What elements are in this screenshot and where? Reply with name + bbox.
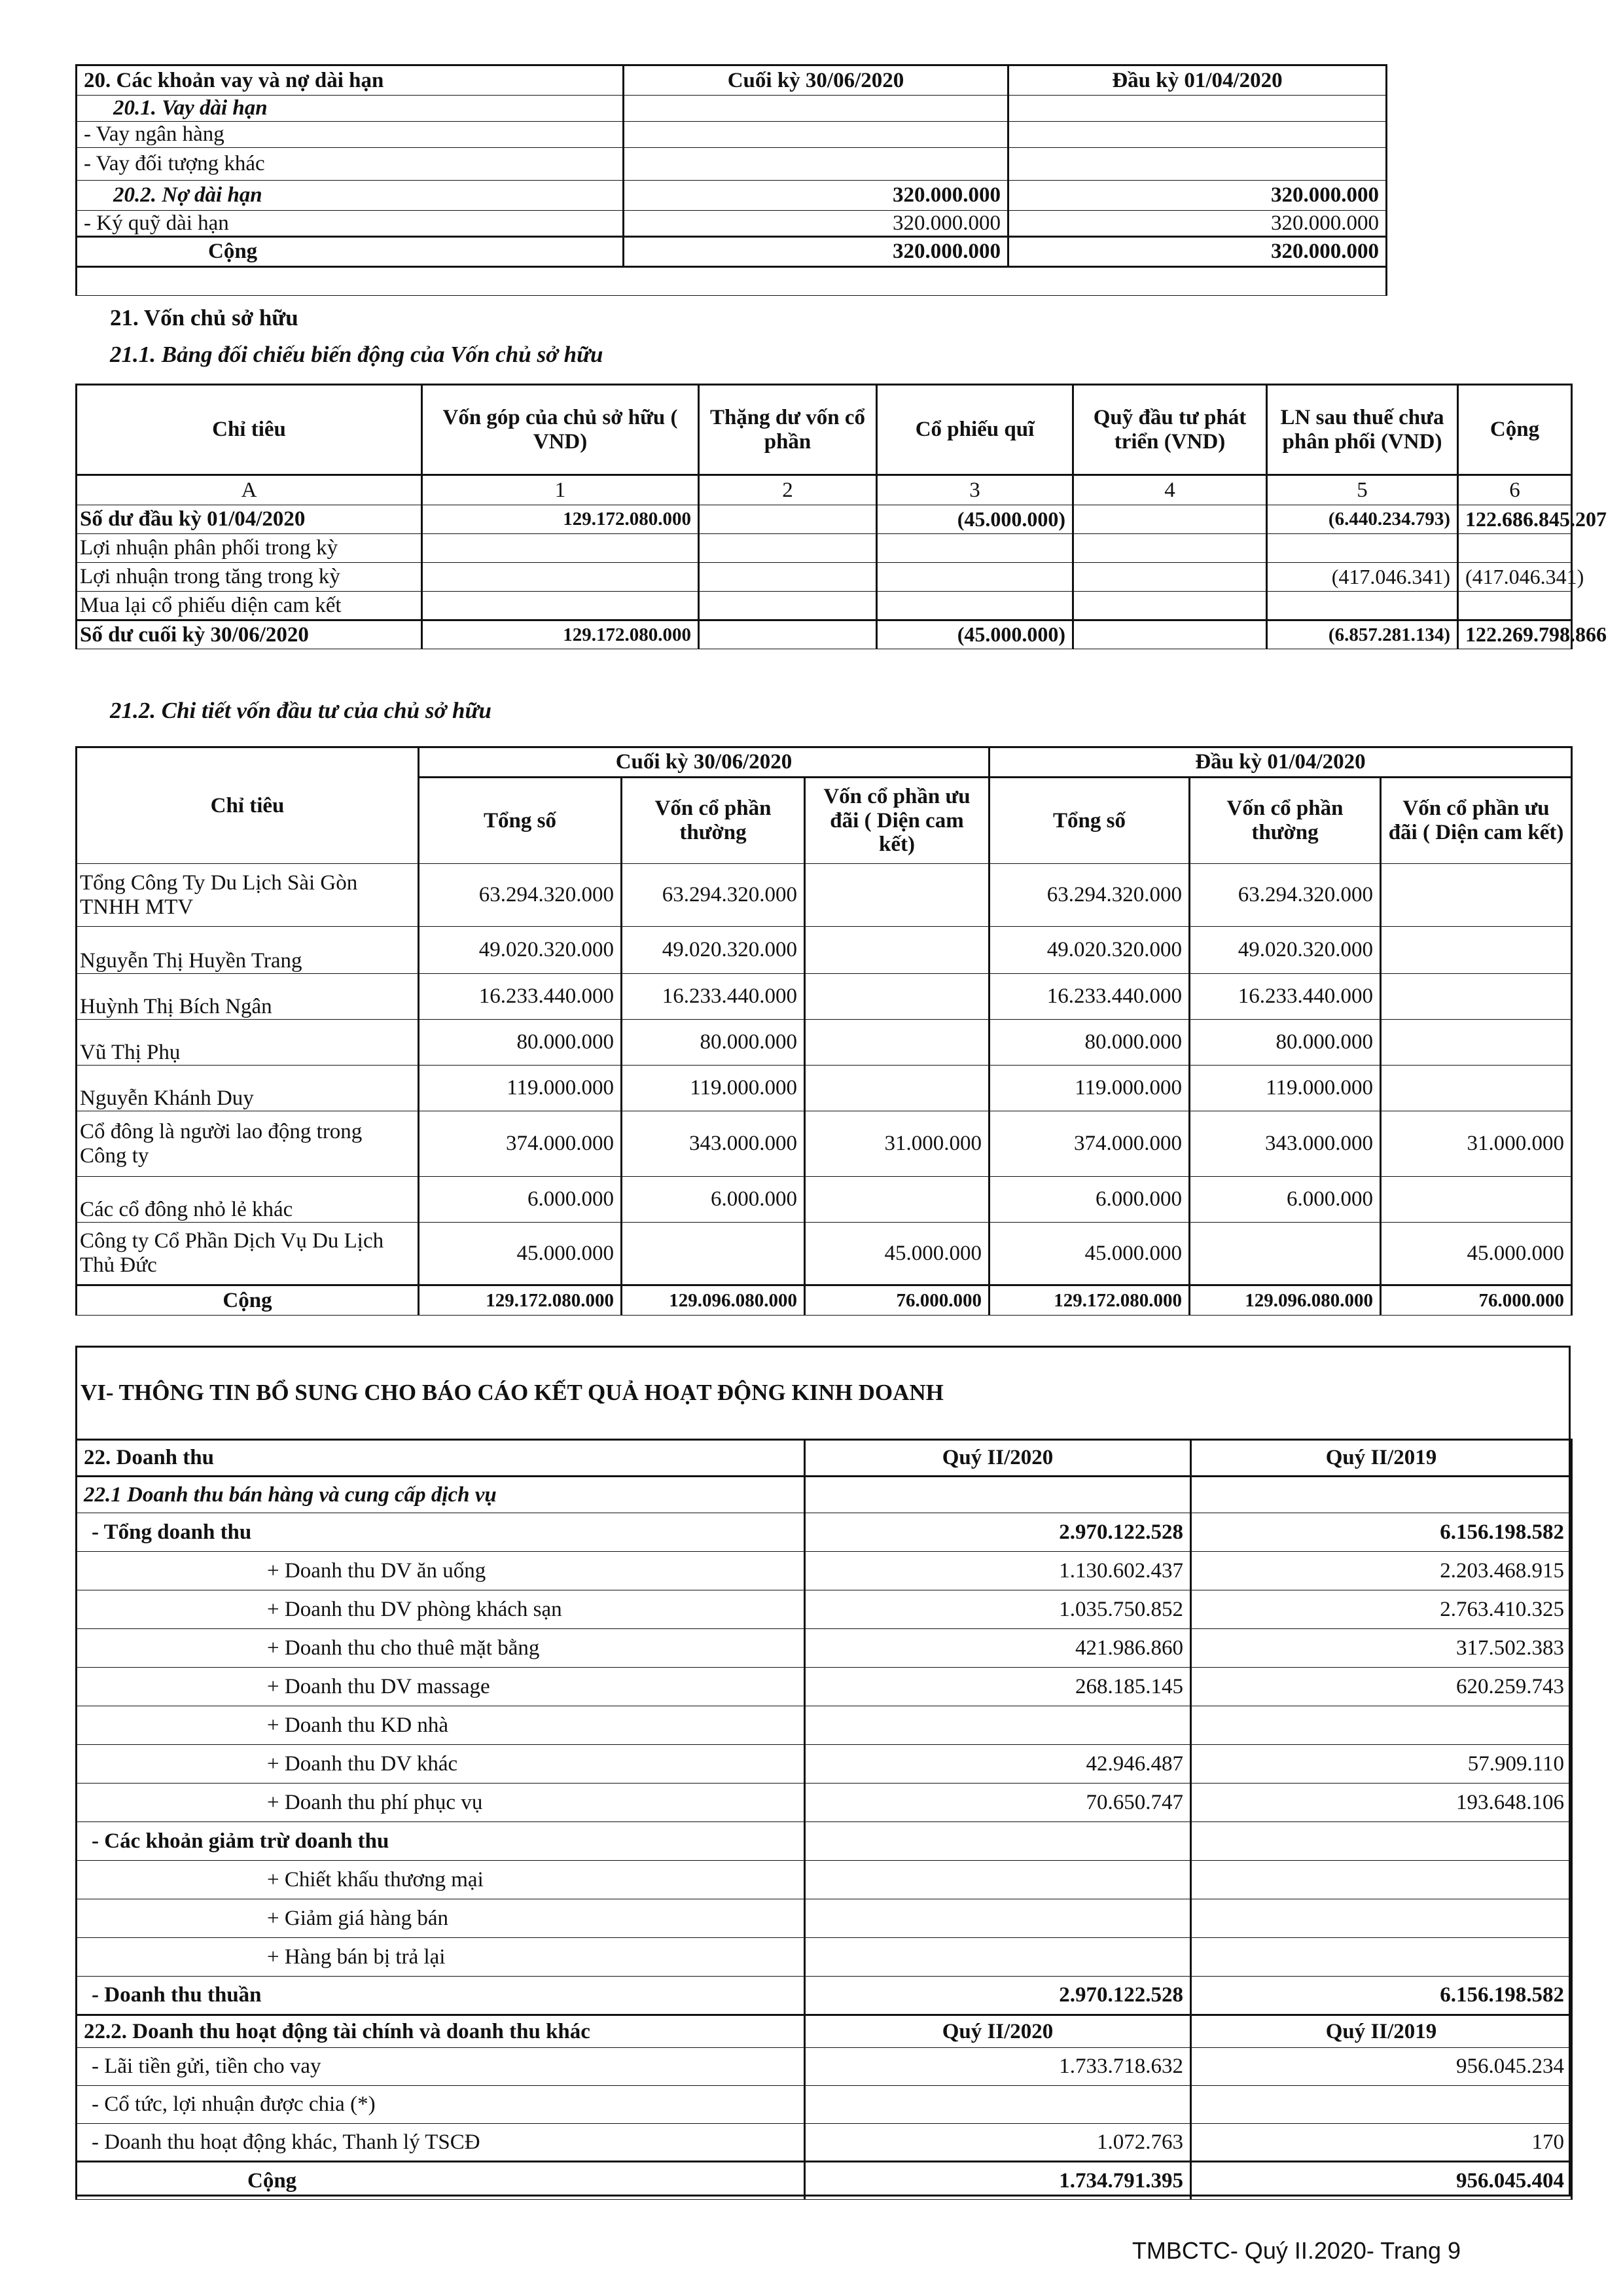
value-cell xyxy=(877,534,1073,563)
value-cell: (6.440.234.793) xyxy=(1267,505,1458,534)
row-label: Các cổ đông nhỏ lẻ khác xyxy=(77,1177,419,1223)
value-cell: 76.000.000 xyxy=(805,1285,990,1316)
row-label: 20.2. Nợ dài hạn xyxy=(77,181,624,211)
table-header-row xyxy=(77,385,1572,475)
value-cell xyxy=(1381,974,1572,1020)
section-21-1-title: 21.1. Bảng đối chiếu biến động của Vốn chủ sở hữu xyxy=(110,342,603,367)
value-cell: 6.156.198.582 xyxy=(1191,1977,1572,2015)
table-row xyxy=(77,1066,1572,1111)
table-row xyxy=(77,1977,1572,2015)
value-cell xyxy=(1073,620,1267,649)
value-cell xyxy=(422,534,699,563)
row-label: - Vay đối tượng khác xyxy=(77,148,624,181)
table-row xyxy=(77,1177,1572,1223)
value-cell xyxy=(1073,592,1267,620)
value-cell xyxy=(1458,534,1572,563)
value-cell: 6.156.198.582 xyxy=(1191,1513,1572,1552)
row-label: + Doanh thu DV ăn uống xyxy=(77,1552,805,1590)
value-cell: 1.130.602.437 xyxy=(805,1552,1191,1590)
row-label: Mua lại cổ phiếu diện cam kết xyxy=(77,592,422,620)
table-row xyxy=(77,592,1572,620)
row-label: Cộng xyxy=(77,1285,419,1316)
value-cell: 421.986.860 xyxy=(805,1629,1191,1668)
row-label: - Tổng doanh thu xyxy=(77,1513,805,1552)
table-row xyxy=(77,505,1572,534)
row-label: Nguyễn Khánh Duy xyxy=(77,1066,419,1111)
page-footer: TMBCTC- Quý II.2020- Trang 9 xyxy=(1132,2237,1461,2264)
value-cell xyxy=(1381,1177,1572,1223)
value-cell: 129.172.080.000 xyxy=(422,620,699,649)
value-cell: 2.970.122.528 xyxy=(805,1513,1191,1552)
row-label: - Ký quỹ dài hạn xyxy=(77,211,624,237)
value-cell: 129.172.080.000 xyxy=(422,505,699,534)
value-cell xyxy=(805,1899,1191,1938)
section-21-title: 21. Vốn chủ sở hữu xyxy=(110,305,298,331)
table-row xyxy=(77,864,1572,927)
row-label: - Các khoản giảm trừ doanh thu xyxy=(77,1822,805,1861)
value-cell: 956.045.404 xyxy=(1191,2162,1572,2200)
value-cell xyxy=(1381,1020,1572,1066)
table-row xyxy=(77,620,1572,649)
value-cell: 268.185.145 xyxy=(805,1668,1191,1706)
index-cell: 1 xyxy=(422,475,699,505)
table-row xyxy=(77,1784,1572,1822)
row-label: Lợi nhuận trong tăng trong kỳ xyxy=(77,563,422,592)
value-cell: 956.045.234 xyxy=(1191,2048,1572,2086)
table-header-row xyxy=(77,1440,1572,1477)
value-cell: 2.970.122.528 xyxy=(805,1977,1191,2015)
value-cell xyxy=(805,1938,1191,1977)
value-cell: 1.733.718.632 xyxy=(805,2048,1191,2086)
value-cell xyxy=(1381,927,1572,974)
section-21-2-title: 21.2. Chi tiết vốn đầu tư của chủ sở hữu xyxy=(110,698,491,723)
value-cell xyxy=(805,1861,1191,1899)
header-cell: Chỉ tiêu xyxy=(77,385,422,475)
value-cell: 16.233.440.000 xyxy=(419,974,622,1020)
row-label: + Doanh thu DV massage xyxy=(77,1668,805,1706)
row-label: Huỳnh Thị Bích Ngân xyxy=(77,974,419,1020)
table-row xyxy=(77,2124,1572,2162)
table-row xyxy=(77,1629,1572,1668)
value-cell: 122.686.845.207 xyxy=(1458,505,1572,534)
value-cell xyxy=(805,1477,1191,1513)
value-cell xyxy=(1008,122,1387,148)
value-cell: 49.020.320.000 xyxy=(1190,927,1381,974)
value-cell xyxy=(699,592,877,620)
value-cell: 31.000.000 xyxy=(805,1111,990,1177)
section-vi-title: VI- THÔNG TIN BỔ SUNG CHO BÁO CÁO KẾT QUẢ HOẠT ĐỘNG KINH DOANH xyxy=(80,1380,944,1405)
row-label: + Chiết khấu thương mại xyxy=(77,1861,805,1899)
value-cell: (45.000.000) xyxy=(877,505,1073,534)
value-cell: 374.000.000 xyxy=(419,1111,622,1177)
value-cell: 320.000.000 xyxy=(624,181,1008,211)
value-cell xyxy=(1073,534,1267,563)
value-cell: 320.000.000 xyxy=(1008,181,1387,211)
value-cell xyxy=(699,620,877,649)
value-cell: 45.000.000 xyxy=(419,1223,622,1285)
header-cell: Quý II/2020 xyxy=(805,2015,1191,2048)
loan-table xyxy=(75,64,1385,296)
table-row xyxy=(77,1552,1572,1590)
value-cell xyxy=(805,2086,1191,2124)
value-cell: 80.000.000 xyxy=(1190,1020,1381,1066)
value-cell xyxy=(1191,1477,1572,1513)
header-cell: 20. Các khoản vay và nợ dài hạn xyxy=(77,65,624,96)
header-cell: Quý II/2019 xyxy=(1191,1440,1572,1477)
value-cell: 343.000.000 xyxy=(622,1111,805,1177)
value-cell: (417.046.341) xyxy=(1458,563,1572,592)
table-row xyxy=(77,211,1387,237)
value-cell: 119.000.000 xyxy=(622,1066,805,1111)
table-row xyxy=(77,563,1572,592)
row-label: + Hàng bán bị trả lại xyxy=(77,1938,805,1977)
value-cell: 16.233.440.000 xyxy=(1190,974,1381,1020)
value-cell: 122.269.798.866 xyxy=(1458,620,1572,649)
value-cell: 80.000.000 xyxy=(622,1020,805,1066)
header-cell: Vốn cổ phần thường xyxy=(1190,778,1381,864)
value-cell: (45.000.000) xyxy=(877,620,1073,649)
value-cell xyxy=(1191,1899,1572,1938)
value-cell: 129.172.080.000 xyxy=(419,1285,622,1316)
value-cell: 170 xyxy=(1191,2124,1572,2162)
index-cell: 5 xyxy=(1267,475,1458,505)
value-cell: 343.000.000 xyxy=(1190,1111,1381,1177)
row-label: - Doanh thu thuần xyxy=(77,1977,805,2015)
value-cell xyxy=(1191,1822,1572,1861)
value-cell: 1.734.791.395 xyxy=(805,2162,1191,2200)
value-cell: 320.000.000 xyxy=(1008,211,1387,237)
header-cell: Quý II/2020 xyxy=(805,1440,1191,1477)
row-label: + Doanh thu DV khác xyxy=(77,1745,805,1784)
value-cell: 63.294.320.000 xyxy=(990,864,1190,927)
value-cell: 129.172.080.000 xyxy=(990,1285,1190,1316)
table-row xyxy=(77,237,1387,267)
table-row xyxy=(77,1861,1572,1899)
table-row xyxy=(77,1706,1572,1745)
value-cell xyxy=(624,148,1008,181)
value-cell xyxy=(805,974,990,1020)
table-row xyxy=(77,1513,1572,1552)
empty-row xyxy=(77,267,1387,296)
value-cell xyxy=(805,864,990,927)
value-cell xyxy=(1191,2086,1572,2124)
table-row xyxy=(77,181,1387,211)
value-cell: 2.203.468.915 xyxy=(1191,1552,1572,1590)
value-cell xyxy=(1190,1223,1381,1285)
header-cell: Cuối kỳ 30/06/2020 xyxy=(624,65,1008,96)
index-cell: A xyxy=(77,475,422,505)
table-row xyxy=(77,122,1387,148)
value-cell xyxy=(1381,1066,1572,1111)
total-row xyxy=(77,2162,1572,2200)
value-cell: (6.857.281.134) xyxy=(1267,620,1458,649)
header-cell: 22.2. Doanh thu hoạt động tài chính và doanh thu khác xyxy=(77,2015,805,2048)
value-cell xyxy=(422,592,699,620)
value-cell xyxy=(877,592,1073,620)
value-cell xyxy=(805,1177,990,1223)
row-label: Số dư cuối kỳ 30/06/2020 xyxy=(77,620,422,649)
value-cell xyxy=(699,563,877,592)
table-row xyxy=(77,1477,1572,1513)
value-cell xyxy=(805,1822,1191,1861)
header-cell: Thặng dư vốn cổ phần xyxy=(699,385,877,475)
value-cell: 374.000.000 xyxy=(990,1111,1190,1177)
value-cell xyxy=(1381,864,1572,927)
row-label: Cộng xyxy=(77,2162,805,2200)
value-cell: 57.909.110 xyxy=(1191,1745,1572,1784)
value-cell: 6.000.000 xyxy=(622,1177,805,1223)
value-cell: 6.000.000 xyxy=(419,1177,622,1223)
value-cell: 70.650.747 xyxy=(805,1784,1191,1822)
value-cell: 620.259.743 xyxy=(1191,1668,1572,1706)
header-cell: Tổng số xyxy=(419,778,622,864)
total-row xyxy=(77,1285,1572,1316)
table-row xyxy=(77,1590,1572,1629)
value-cell xyxy=(422,563,699,592)
value-cell: 63.294.320.000 xyxy=(419,864,622,927)
row-label: Nguyễn Thị Huyền Trang xyxy=(77,927,419,974)
value-cell xyxy=(699,534,877,563)
value-cell xyxy=(805,927,990,974)
table-row xyxy=(77,1223,1572,1285)
table-row xyxy=(77,927,1572,974)
table-row xyxy=(77,148,1387,181)
value-cell: 320.000.000 xyxy=(624,237,1008,267)
value-cell xyxy=(805,1706,1191,1745)
equity-reconciliation-table xyxy=(75,384,1607,649)
table-row xyxy=(77,96,1387,122)
value-cell xyxy=(805,1066,990,1111)
value-cell xyxy=(1073,563,1267,592)
row-label: Số dư đầu kỳ 01/04/2020 xyxy=(77,505,422,534)
value-cell: 49.020.320.000 xyxy=(419,927,622,974)
value-cell: 6.000.000 xyxy=(1190,1177,1381,1223)
row-label: Cộng xyxy=(77,237,624,267)
table-row xyxy=(77,1111,1572,1177)
value-cell xyxy=(624,96,1008,122)
value-cell: 6.000.000 xyxy=(990,1177,1190,1223)
value-cell xyxy=(1191,1706,1572,1745)
index-cell: 6 xyxy=(1458,475,1572,505)
index-cell: 4 xyxy=(1073,475,1267,505)
value-cell xyxy=(624,122,1008,148)
value-cell: 119.000.000 xyxy=(990,1066,1190,1111)
value-cell xyxy=(1191,1938,1572,1977)
row-label: - Doanh thu hoạt động khác, Thanh lý TSCĐ xyxy=(77,2124,805,2162)
table-row xyxy=(77,1899,1572,1938)
value-cell xyxy=(1267,592,1458,620)
table-header-row xyxy=(77,2015,1572,2048)
row-label: + Doanh thu DV phòng khách sạn xyxy=(77,1590,805,1629)
value-cell xyxy=(1008,96,1387,122)
value-cell: 45.000.000 xyxy=(990,1223,1190,1285)
revenue-table xyxy=(75,1439,1571,2200)
table-row xyxy=(77,1020,1572,1066)
value-cell: 1.035.750.852 xyxy=(805,1590,1191,1629)
row-label: - Lãi tiền gửi, tiền cho vay xyxy=(77,2048,805,2086)
header-cell: Vốn cổ phần ưu đãi ( Diện cam kết) xyxy=(805,778,990,864)
empty-cell xyxy=(77,267,1387,296)
row-label: Tổng Công Ty Du Lịch Sài Gòn TNHH MTV xyxy=(77,864,419,927)
value-cell: 63.294.320.000 xyxy=(1190,864,1381,927)
value-cell: 320.000.000 xyxy=(1008,237,1387,267)
row-label: + Doanh thu KD nhà xyxy=(77,1706,805,1745)
header-cell: Chỉ tiêu xyxy=(77,747,419,864)
value-cell: 80.000.000 xyxy=(990,1020,1190,1066)
value-cell: 45.000.000 xyxy=(1381,1223,1572,1285)
value-cell: 42.946.487 xyxy=(805,1745,1191,1784)
row-label: Cổ đông là người lao động trong Công ty xyxy=(77,1111,419,1177)
header-cell: Tổng số xyxy=(990,778,1190,864)
value-cell: 193.648.106 xyxy=(1191,1784,1572,1822)
index-row xyxy=(77,475,1572,505)
value-cell: 2.763.410.325 xyxy=(1191,1590,1572,1629)
table-header-row xyxy=(77,65,1387,96)
value-cell: 16.233.440.000 xyxy=(622,974,805,1020)
index-cell: 3 xyxy=(877,475,1073,505)
value-cell: 49.020.320.000 xyxy=(622,927,805,974)
value-cell xyxy=(1458,592,1572,620)
header-cell: Cộng xyxy=(1458,385,1572,475)
row-label: - Cổ tức, lợi nhuận được chia (*) xyxy=(77,2086,805,2124)
table-row xyxy=(77,1822,1572,1861)
value-cell xyxy=(622,1223,805,1285)
value-cell: 80.000.000 xyxy=(419,1020,622,1066)
header-cell: Vốn góp của chủ sở hữu ( VND) xyxy=(422,385,699,475)
row-label: Lợi nhuận phân phối trong kỳ xyxy=(77,534,422,563)
value-cell xyxy=(1008,148,1387,181)
table-row xyxy=(77,1745,1572,1784)
value-cell: 119.000.000 xyxy=(1190,1066,1381,1111)
row-label: + Doanh thu phí phục vụ xyxy=(77,1784,805,1822)
value-cell: 317.502.383 xyxy=(1191,1629,1572,1668)
index-cell: 2 xyxy=(699,475,877,505)
value-cell: 1.072.763 xyxy=(805,2124,1191,2162)
group-header-row xyxy=(77,747,1572,778)
header-cell: 22. Doanh thu xyxy=(77,1440,805,1477)
value-cell xyxy=(877,563,1073,592)
value-cell: 63.294.320.000 xyxy=(622,864,805,927)
row-label: - Vay ngân hàng xyxy=(77,122,624,148)
value-cell: 129.096.080.000 xyxy=(622,1285,805,1316)
header-cell: Đầu kỳ 01/04/2020 xyxy=(1008,65,1387,96)
row-label: + Doanh thu cho thuê mặt bằng xyxy=(77,1629,805,1668)
value-cell: 49.020.320.000 xyxy=(990,927,1190,974)
value-cell xyxy=(1267,534,1458,563)
owner-capital-detail-table xyxy=(75,746,1571,1316)
header-cell: Quỹ đầu tư phát triển (VND) xyxy=(1073,385,1267,475)
row-label: 22.1 Doanh thu bán hàng và cung cấp dịch vụ xyxy=(77,1477,805,1513)
row-label: Công ty Cổ Phần Dịch Vụ Du Lịch Thủ Đức xyxy=(77,1223,419,1285)
header-cell: LN sau thuế chưa phân phối (VND) xyxy=(1267,385,1458,475)
value-cell: 76.000.000 xyxy=(1381,1285,1572,1316)
value-cell xyxy=(805,1020,990,1066)
value-cell xyxy=(1073,505,1267,534)
value-cell: 320.000.000 xyxy=(624,211,1008,237)
row-label: + Giảm giá hàng bán xyxy=(77,1899,805,1938)
table-row xyxy=(77,1938,1572,1977)
value-cell: 45.000.000 xyxy=(805,1223,990,1285)
group-header-cell: Đầu kỳ 01/04/2020 xyxy=(990,747,1572,778)
row-label: 20.1. Vay dài hạn xyxy=(77,96,624,122)
header-cell: Vốn cổ phần thường xyxy=(622,778,805,864)
value-cell: 119.000.000 xyxy=(419,1066,622,1111)
value-cell: 31.000.000 xyxy=(1381,1111,1572,1177)
table-row xyxy=(77,974,1572,1020)
table-row xyxy=(77,534,1572,563)
group-header-cell: Cuối kỳ 30/06/2020 xyxy=(419,747,990,778)
value-cell: (417.046.341) xyxy=(1267,563,1458,592)
header-cell: Vốn cổ phần ưu đãi ( Diện cam kết) xyxy=(1381,778,1572,864)
header-cell: Quý II/2019 xyxy=(1191,2015,1572,2048)
table-row xyxy=(77,2086,1572,2124)
value-cell xyxy=(1191,1861,1572,1899)
value-cell xyxy=(699,505,877,534)
table-row xyxy=(77,1668,1572,1706)
header-cell: Cổ phiếu quĩ xyxy=(877,385,1073,475)
table-row xyxy=(77,2048,1572,2086)
value-cell: 16.233.440.000 xyxy=(990,974,1190,1020)
value-cell: 129.096.080.000 xyxy=(1190,1285,1381,1316)
row-label: Vũ Thị Phụ xyxy=(77,1020,419,1066)
